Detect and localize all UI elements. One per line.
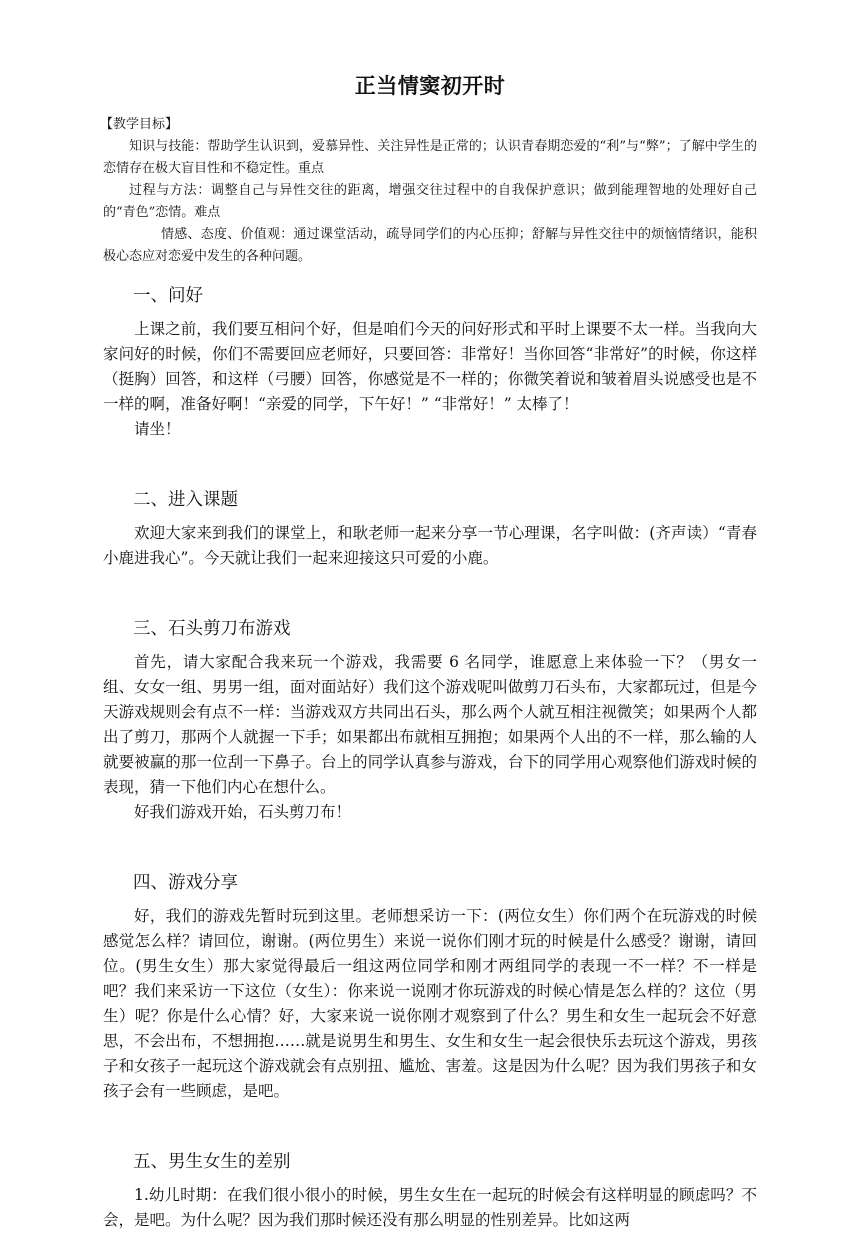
objectives-block — [100, 114, 757, 268]
section-heading: 三、石头剪刀布游戏 — [133, 619, 291, 639]
section-heading: 四、游戏分享 — [133, 873, 238, 893]
section-heading: 五、男生女生的差别 — [133, 1152, 291, 1172]
section-paragraph: 1.幼儿时期：在我们很小很小的时候，男生女生在一起玩的时候会有这样明显的顾虑吗？不会，是吧。为什么呢？因为我们那时候还没有那么明显的性别差异。比如这两 — [103, 1186, 757, 1229]
section-paragraph: 欢迎大家来到我们的课堂上，和耿老师一起来分享一节心理课，名字叫做：(齐声读）“青春小鹿进我心”。今天就让我们一起来迎接这只可爱的小鹿。 — [103, 524, 757, 567]
document-title: 正当情窦初开时 — [354, 74, 506, 98]
section-gender-differences — [103, 1148, 757, 1233]
section-paragraph: 好我们游戏开始，石头剪刀布！ — [134, 803, 352, 821]
section-greeting — [103, 282, 757, 442]
section-paragraph: 请坐！ — [134, 420, 181, 438]
objective-attitude: 情感、态度、价值观：通过课堂活动，疏导同学们的内心压抑；舒解与异性交往中的烦恼情绪识，能积极心态应对恋爱中发生的各种问题。 — [103, 227, 757, 264]
section-game — [103, 615, 757, 825]
section-topic — [103, 486, 757, 571]
section-heading: 二、进入课题 — [133, 490, 238, 510]
section-heading: 一、问好 — [133, 286, 203, 306]
objectives-label: 【教学目标】 — [100, 117, 179, 132]
objective-knowledge: 知识与技能：帮助学生认识到，爱慕异性、关注异性是正常的；认识青春期恋爱的“利”与“弊”；了解中学生的恋情存在极大盲目性和不稳定性。重点 — [103, 139, 757, 176]
section-paragraph: 上课之前，我们要互相问个好，但是咱们今天的问好形式和平时上课要不太一样。当我向大家问好的时候，你们不需要回应老师好，只要回答：非常好！当你回答“非常好”的时候，你这样（挺胸）回答，和这样（弓腰）回答，你感觉是不一样的；你微笑着说和皱着眉头说感受也是不一样的啊，准备好啊！“亲爱的同学，下午好！” “非常好！” 太棒了！ — [103, 320, 757, 413]
section-game-sharing — [103, 869, 757, 1104]
objective-process: 过程与方法：调整自己与异性交往的距离，增强交往过程中的自我保护意识；做到能理智地的处理好自己的“青色”恋情。难点 — [103, 183, 757, 220]
section-paragraph: 好，我们的游戏先暂时玩到这里。老师想采访一下：(两位女生）你们两个在玩游戏的时候感觉怎么样？请回位，谢谢。(两位男生）来说一说你们刚才玩的时候是什么感受？谢谢，请回位。(男生女生）那大家觉得最后一组这两位同学和刚才两组同学的表现一不一样？不一样是吧？我们来采访一下这位（女生）：你来说一说刚才你玩游戏的时候心情是怎么样的？这位（男生）呢？你是什么心情？好，大家来说一说你刚才观察到了什么？男生和女生一起玩会不好意思，不会出布，不想拥抱……就是说男生和男生、女生和女生一起会很快乐去玩这个游戏，男孩子和女孩子一起玩这个游戏就会有点别扭、尴尬、害羞。这是因为什么呢？因为我们男孩子和女孩子会有一些顾虑，是吧。 — [103, 907, 757, 1100]
section-paragraph: 首先，请大家配合我来玩一个游戏，我需要 6 名同学，谁愿意上来体验一下？（男女一组、女女一组、男男一组，面对面站好）我们这个游戏呢叫做剪刀石头布，大家都玩过，但是今天游戏规则会有点不一样：当游戏双方共同出石头，那么两个人就互相注视微笑；如果两个人都出了剪刀，那两个人就握一下手；如果都出布就相互拥抱；如果两个人出的不一样，那么输的人就要被赢的那一位刮一下鼻子。台上的同学认真参与游戏，台下的同学用心观察他们游戏时候的表现，猜一下他们内心在想什么。 — [103, 653, 757, 796]
